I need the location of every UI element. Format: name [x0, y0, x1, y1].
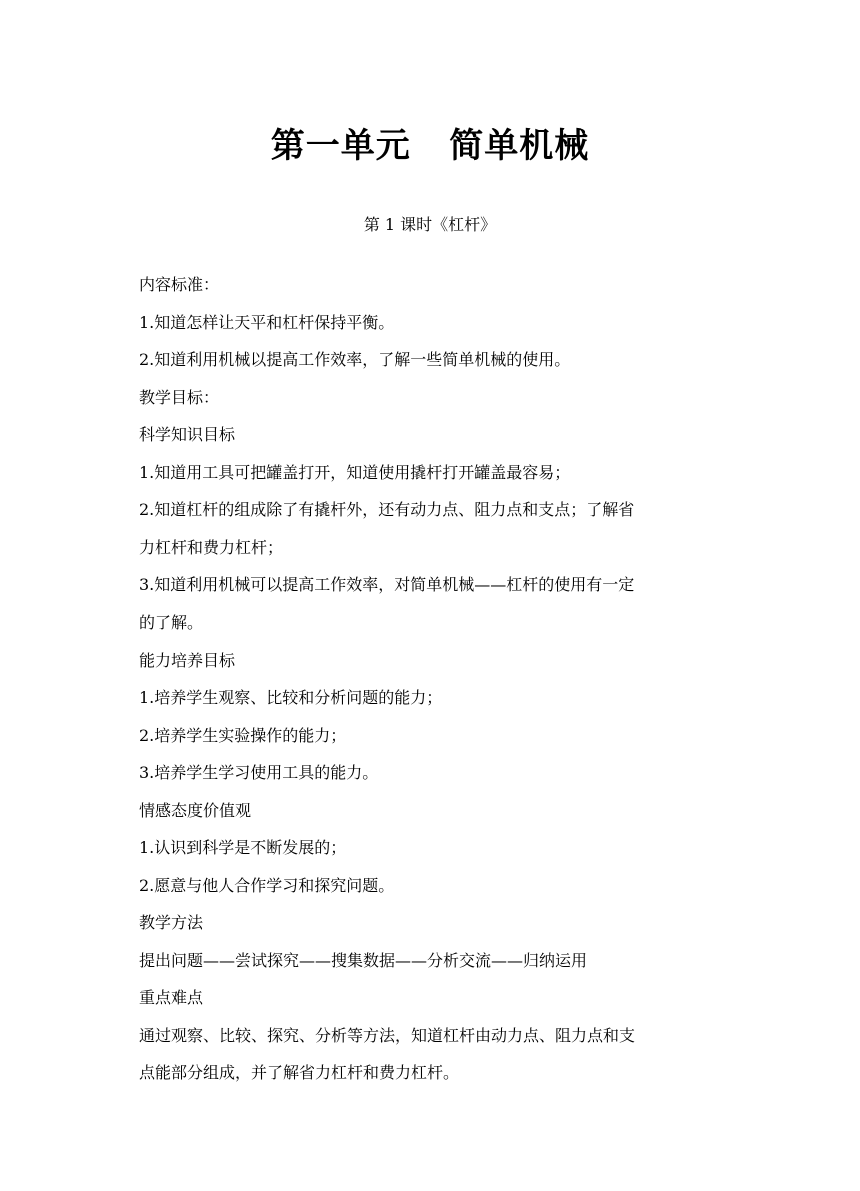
teaching-goals-heading: 教学目标： — [139, 388, 220, 407]
text-line: 3.知道利用机械可以提高工作效率，对简单机械——杠杆的使用有一定 — [139, 575, 635, 594]
text-line: 3.培养学生学习使用工具的能力。 — [139, 763, 379, 782]
page-title: 第一单元 简单机械 — [270, 126, 590, 166]
teaching-method-heading: 教学方法 — [139, 913, 204, 932]
lesson-subtitle: 第 1 课时《杠杆》 — [363, 215, 497, 234]
text-line: 1.认识到科学是不断发展的； — [139, 838, 347, 857]
text-line: 力杠杆和费力杠杆； — [139, 538, 284, 557]
text-line: 2.培养学生实验操作的能力； — [139, 726, 347, 745]
text-line: 1.培养学生观察、比较和分析问题的能力； — [139, 688, 443, 707]
text-line: 提出问题——尝试探究——搜集数据——分析交流——归纳运用 — [139, 951, 588, 970]
text-line: 点能部分组成，并了解省力杠杆和费力杠杆。 — [139, 1063, 460, 1082]
text-line: 的了解。 — [139, 613, 204, 632]
ability-goals-heading: 能力培养目标 — [139, 651, 236, 670]
text-line: 1.知道用工具可把罐盖打开，知道使用撬杆打开罐盖最容易； — [139, 463, 571, 482]
text-line: 1.知道怎样让天平和杠杆保持平衡。 — [139, 313, 395, 332]
key-points-heading: 重点难点 — [139, 988, 204, 1007]
text-line: 2.知道杠杆的组成除了有撬杆外，还有动力点、阻力点和支点；了解省 — [139, 500, 635, 519]
text-line: 2.愿意与他人合作学习和探究问题。 — [139, 876, 395, 895]
values-heading: 情感态度价值观 — [139, 801, 252, 820]
content-standard-heading: 内容标准： — [139, 275, 220, 294]
text-line: 通过观察、比较、探究、分析等方法，知道杠杆由动力点、阻力点和支 — [139, 1026, 636, 1045]
knowledge-goals-heading: 科学知识目标 — [139, 425, 236, 444]
text-line: 2.知道利用机械以提高工作效率，了解一些简单机械的使用。 — [139, 350, 571, 369]
